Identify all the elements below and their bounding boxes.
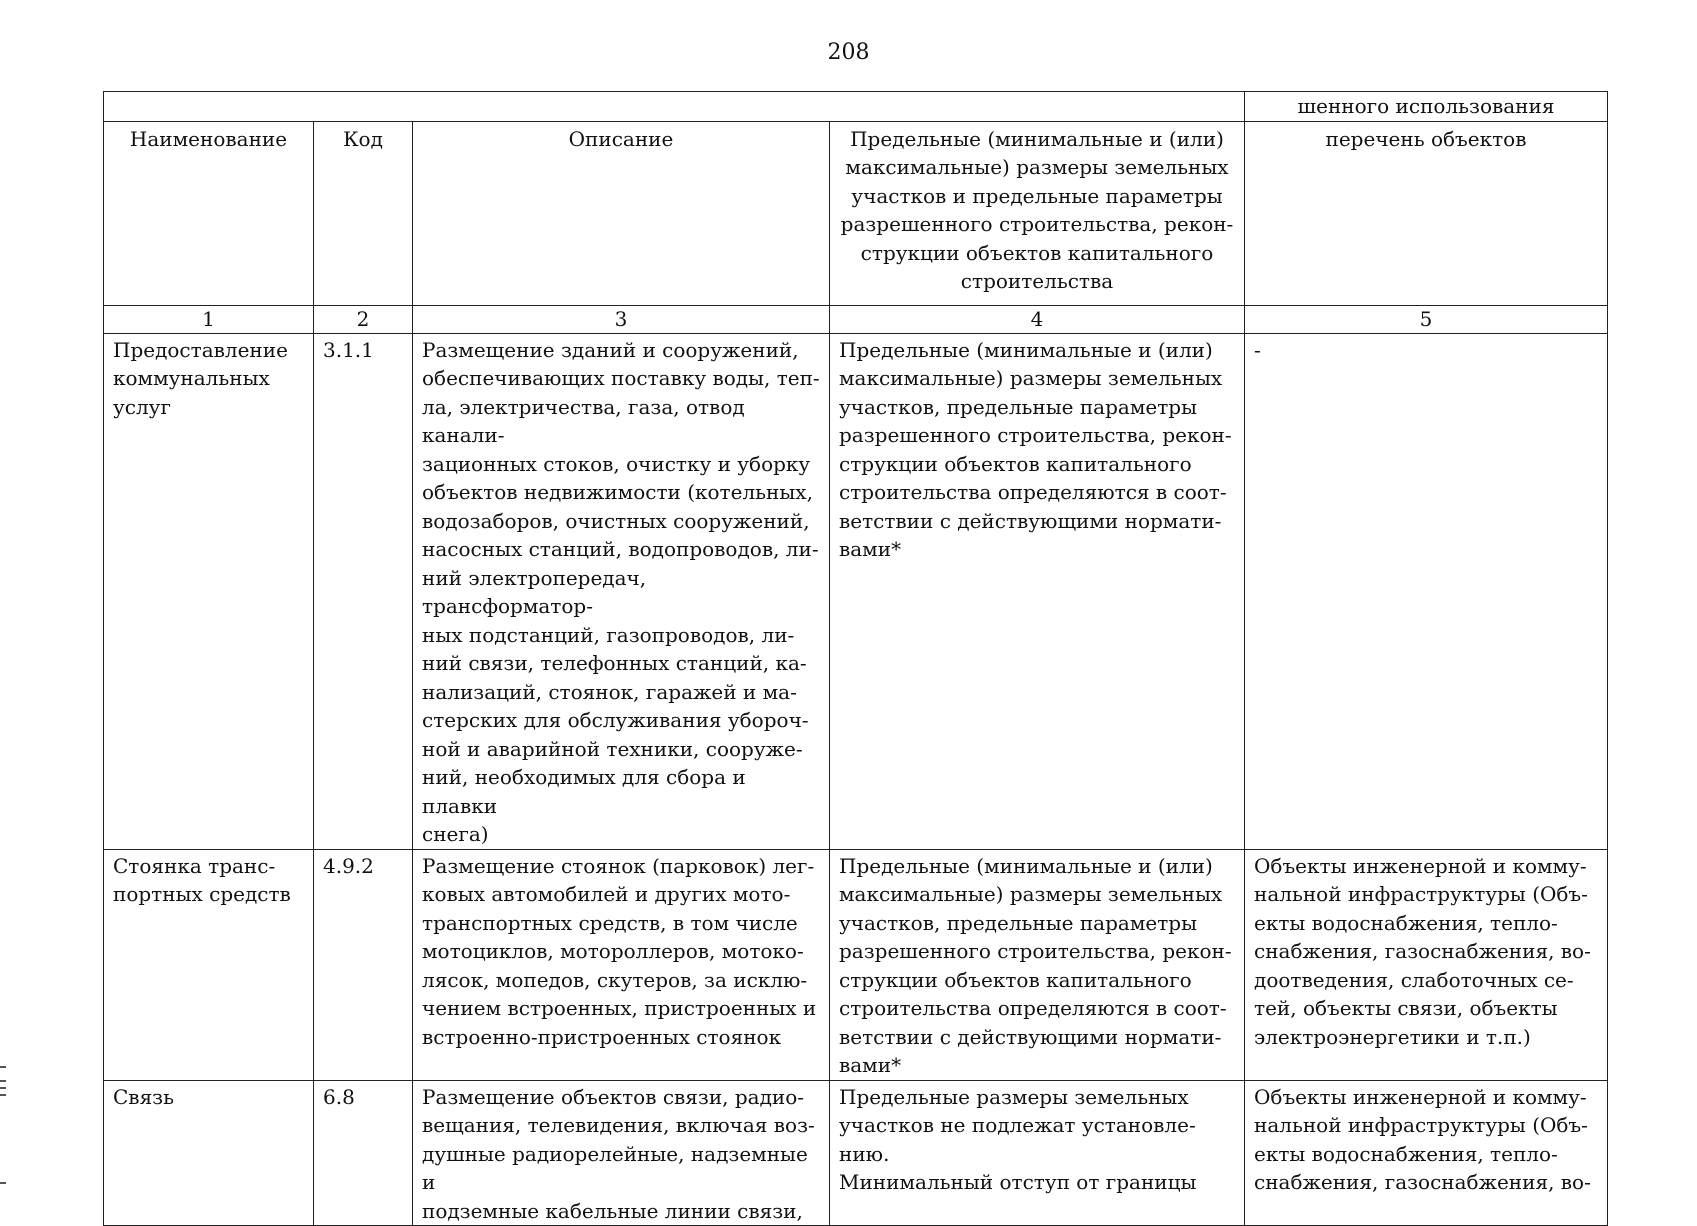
column-number: 4: [830, 305, 1245, 333]
row-description: Размещение объектов связи, радио- вещания, телевидения, включая воз- душные радиорелейные, надземные и подземные кабельные линии связи,: [413, 1080, 830, 1226]
header-row: [104, 121, 1608, 305]
continuation-header-blank: [104, 92, 1245, 122]
column-number-row: [104, 305, 1608, 333]
row-description: Размещение стоянок (парковок) лег- ковых автомобилей и других мото- транспортных средств, в том числе мотоциклов, мотороллеров, мотоко- лясок, мопедов, скутеров, за исклю- чением встроенных, пристроенных и встроенно-пристроенных стоянок: [413, 849, 830, 1080]
row-name: Предоставление коммунальных услуг: [104, 333, 314, 849]
row-objects: Объекты инженерной и комму- нальной инфраструктуры (Объ- екты водоснабжения, тепло- снабжения, газоснабжения, во-: [1245, 1080, 1608, 1226]
scan-margin-mark: [0, 1066, 6, 1068]
row-limits: Предельные (минимальные и (или) максимальные) размеры земельных участков, предельные параметры разрешенного строительства, рекон- струкции объектов капитального строительства определяются в соот- ветствии с действующими нормати- вами*: [830, 333, 1245, 849]
continuation-header-row: [104, 92, 1608, 122]
continuation-header-cell: шенного использования: [1245, 92, 1608, 122]
scan-margin-mark: [0, 1182, 6, 1184]
page-number: 208: [827, 40, 870, 65]
header-description: Описание: [413, 121, 830, 305]
scan-margin-mark: [0, 1087, 6, 1089]
header-code: Код: [314, 121, 413, 305]
header-limits: Предельные (минимальные и (или) максимальные) размеры земельных участков и предельные параметры разрешенного строительства, рекон- струкции объектов капитального строительства: [830, 121, 1245, 305]
column-number: 2: [314, 305, 413, 333]
row-name: Стоянка транс- портных средств: [104, 849, 314, 1080]
row-code: 6.8: [314, 1080, 413, 1226]
row-objects: -: [1245, 333, 1608, 849]
column-number: 5: [1245, 305, 1608, 333]
table-row: [104, 333, 1608, 849]
table-row: [104, 849, 1608, 1080]
column-number: 1: [104, 305, 314, 333]
header-name: Наименование: [104, 121, 314, 305]
column-number: 3: [413, 305, 830, 333]
scan-margin-mark: [0, 1080, 6, 1082]
row-limits: Предельные размеры земельных участков не подлежат установле- нию. Минимальный отступ от границы: [830, 1080, 1245, 1226]
row-description: Размещение зданий и сооружений, обеспечивающих поставку воды, теп- ла, электричества, газа, отвод канали- зационных стоков, очистку и уборку объектов недвижимости (котельных, водозаборов, очистных сооружений, насосных станций, водопроводов, ли- ний электропередач, трансформатор- ных подстанций, газопроводов, ли- ний связи, телефонных станций, ка- нализаций, стоянок, гаражей и ма- стерских для обслуживания убороч- ной и аварийной техники, сооруже- ний, необходимых для сбора и плавки снега): [413, 333, 830, 849]
row-name: Связь: [104, 1080, 314, 1226]
row-code: 3.1.1: [314, 333, 413, 849]
row-objects: Объекты инженерной и комму- нальной инфраструктуры (Объ- екты водоснабжения, тепло- снабжения, газоснабжения, во- доотведения, слаботочных се- тей, объекты связи, объекты электроэнергетики и т.п.): [1245, 849, 1608, 1080]
scan-margin-mark: [0, 1094, 6, 1096]
row-code: 4.9.2: [314, 849, 413, 1080]
land-use-table: [103, 91, 1608, 1226]
table-row: [104, 1080, 1608, 1226]
row-limits: Предельные (минимальные и (или) максимальные) размеры земельных участков, предельные параметры разрешенного строительства, рекон- струкции объектов капитального строительства определяются в соот- ветствии с действующими нормати- вами*: [830, 849, 1245, 1080]
header-objects: перечень объектов: [1245, 121, 1608, 305]
